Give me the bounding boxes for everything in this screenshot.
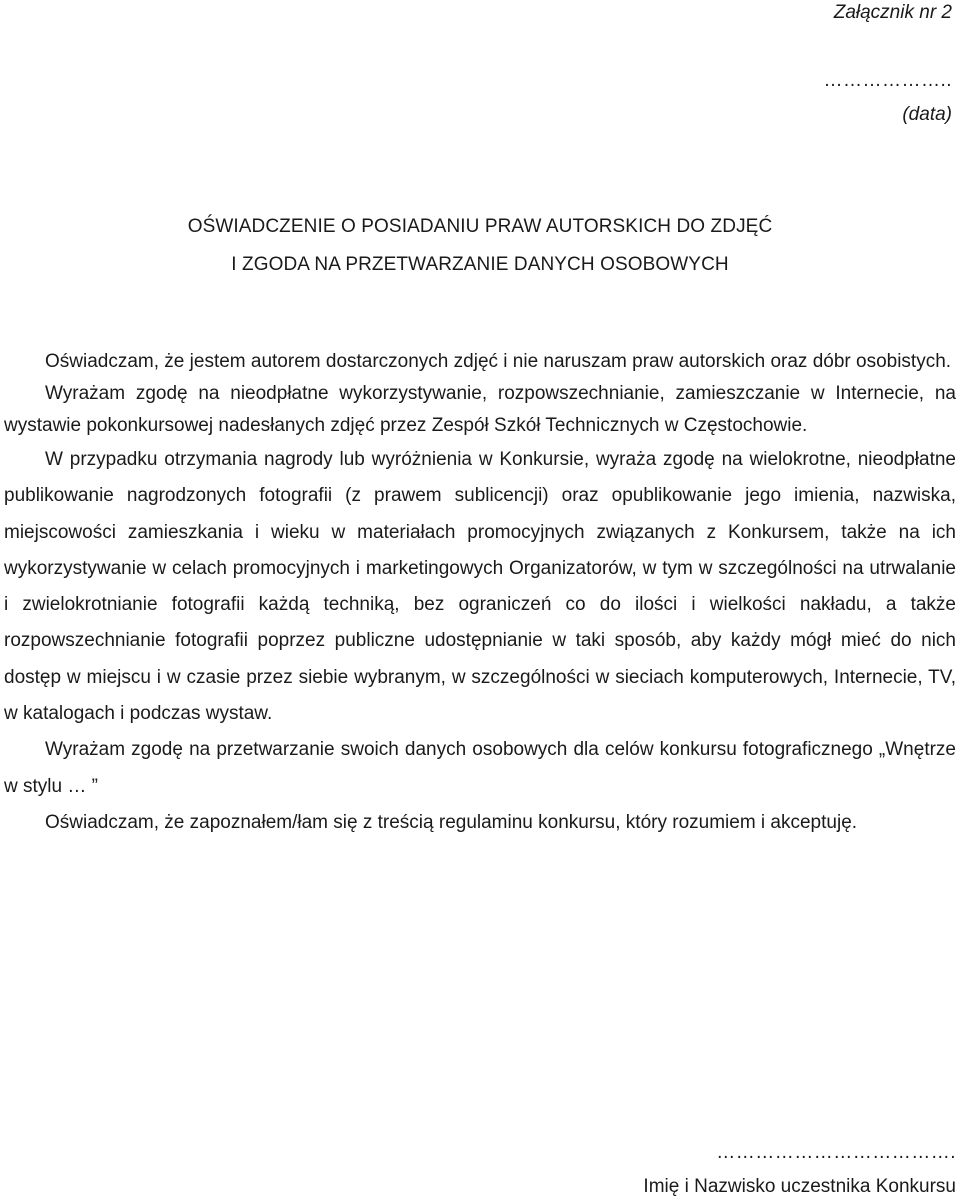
paragraph-regulations: Oświadczam, że zapoznałem/łam się z treścią regulaminu konkursu, który rozumiem i akceptuję. [45,811,858,833]
document-title-line-1: OŚWIADCZENIE O POSIADANIU PRAW AUTORSKICH DO ZDJĘĆ [187,216,773,237]
paragraph-consent-publication: Wyrażam zgodę na nieodpłatne wykorzystywanie, rozpowszechnianie, zamieszczanie w Internecie, na wystawie pokonkursowej nadesłanych zdjęć przez Zespół Szkół Technicznych w Częstochowie. [4,383,956,436]
signature-label: Imię i Nazwisko uczestnika Konkursu [643,1176,956,1197]
signature-line-dots: ………………………………. [716,1142,956,1163]
paragraph-authorship: Oświadczam, że jestem autorem dostarczonych zdjęć i nie naruszam praw autorskich oraz dóbr osobistych. [45,351,952,372]
document-title-line-2: I ZGODA NA PRZETWARZANIE DANYCH OSOBOWYCH [231,254,729,275]
date-placeholder-dots: ……………….. [823,70,952,91]
date-label: (data) [902,104,952,125]
paragraph-data-processing: Wyrażam zgodę na przetwarzanie swoich danych osobowych dla celów konkursu fotograficznego „Wnętrze w stylu … ” [4,739,956,797]
annex-label: Załącznik nr 2 [833,2,952,23]
declaration-body [4,346,956,841]
document-title [0,208,960,284]
paragraph-award-consent: W przypadku otrzymania nagrody lub wyróżnienia w Konkursie, wyraża zgodę na wielokrotne, nieodpłatne publikowanie nagrodzonych fotografii (z prawem sublicencji) oraz opublikowanie jego imienia, nazwiska, miejscowości zamieszkania i wieku w materiałach promocyjnych związanych z Konkursem, także na ich wykorzystywanie w celach promocyjnych i marketingowych Organizatorów, w tym w szczególności na utrwalanie i zwielokrotnianie fotografii każdą techniką, bez ograniczeń co do ilości i wielkości nakładu, a także rozpowszechnianie fotografii poprzez publiczne udostępnianie w taki sposób, aby każdy mógł mieć do nich dostęp w miejscu i w czasie przez siebie wybranym, w szczególności w sieciach komputerowych, Internecie, TV, w katalogach i podczas wystaw. [4,449,956,725]
